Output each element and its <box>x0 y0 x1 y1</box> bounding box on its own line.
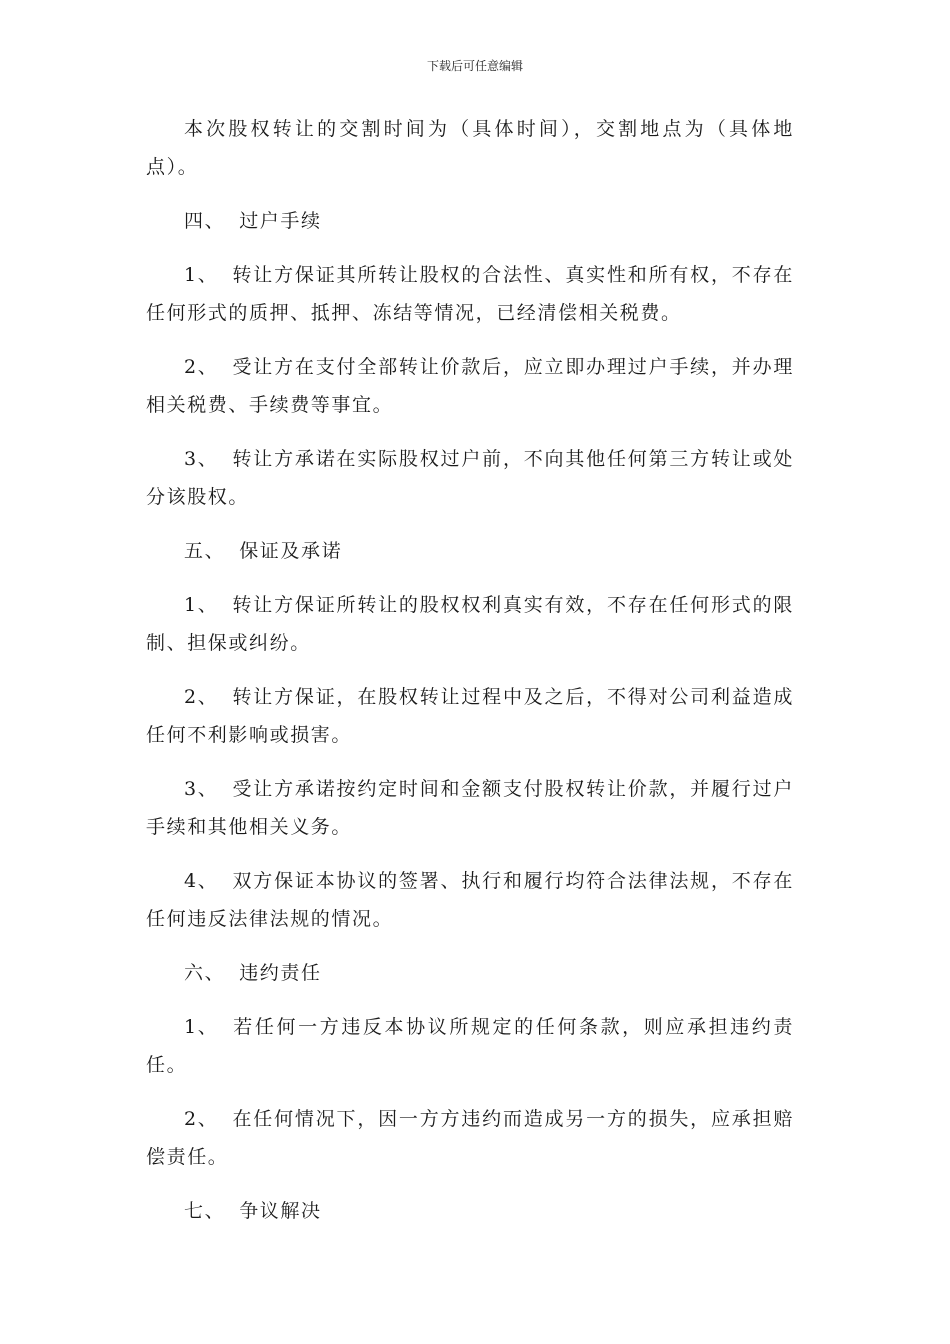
clause-number: 1、 <box>184 594 219 616</box>
clause-number: 3、 <box>184 778 219 800</box>
clause-text: 转让方保证其所转让股权的合法性、真实性和所有权，不存在任何形式的质押、抵押、冻结等情况，已经清偿相关税费。 <box>146 264 794 324</box>
clause-6-2 <box>146 1100 794 1176</box>
section-number: 四、 <box>184 210 226 232</box>
document-body <box>146 110 794 1246</box>
clause-5-1 <box>146 586 794 662</box>
clause-number: 3、 <box>184 448 219 470</box>
clause-text: 双方保证本协议的签署、执行和履行均符合法律法规，不存在任何违反法律法规的情况。 <box>146 870 794 930</box>
intro-paragraph: 本次股权转让的交割时间为（具体时间），交割地点为（具体地点）。 <box>146 118 794 178</box>
clause-text: 在任何情况下，因一方方违约而造成另一方的损失，应承担赔偿责任。 <box>146 1108 794 1168</box>
section-title: 违约责任 <box>239 962 322 984</box>
clause-text: 转让方承诺在实际股权过户前，不向其他任何第三方转让或处分该股权。 <box>146 448 794 508</box>
clause-4-3 <box>146 440 794 516</box>
clause-text: 若任何一方违反本协议所规定的任何条款，则应承担违约责任。 <box>146 1016 794 1076</box>
clause-5-3 <box>146 770 794 846</box>
section-title: 争议解决 <box>239 1200 322 1222</box>
section-heading-5 <box>146 532 794 570</box>
clause-4-1 <box>146 256 794 332</box>
clause-number: 1、 <box>184 1016 219 1038</box>
clause-text: 转让方保证所转让的股权权利真实有效，不存在任何形式的限制、担保或纠纷。 <box>146 594 794 654</box>
clause-number: 1、 <box>184 264 219 286</box>
section-heading-4 <box>146 202 794 240</box>
clause-6-1 <box>146 1008 794 1084</box>
clause-number: 2、 <box>184 1108 219 1130</box>
section-heading-7 <box>146 1192 794 1230</box>
section-title: 保证及承诺 <box>239 540 343 562</box>
section-number: 五、 <box>184 540 226 562</box>
clause-5-4 <box>146 862 794 938</box>
clause-text: 受让方在支付全部转让价款后，应立即办理过户手续，并办理相关税费、手续费等事宜。 <box>146 356 794 416</box>
clause-text: 受让方承诺按约定时间和金额支付股权转让价款，并履行过户手续和其他相关义务。 <box>146 778 794 838</box>
clause-number: 2、 <box>184 686 219 708</box>
page-header-note: 下载后可任意编辑 <box>426 59 523 73</box>
section-number: 七、 <box>184 1200 226 1222</box>
clause-4-2 <box>146 348 794 424</box>
clause-text: 转让方保证，在股权转让过程中及之后，不得对公司利益造成任何不利影响或损害。 <box>146 686 794 746</box>
clause-number: 4、 <box>184 870 219 892</box>
section-title: 过户手续 <box>239 210 322 232</box>
clause-5-2 <box>146 678 794 754</box>
section-number: 六、 <box>184 962 226 984</box>
section-heading-6 <box>146 954 794 992</box>
clause-number: 2、 <box>184 356 219 378</box>
